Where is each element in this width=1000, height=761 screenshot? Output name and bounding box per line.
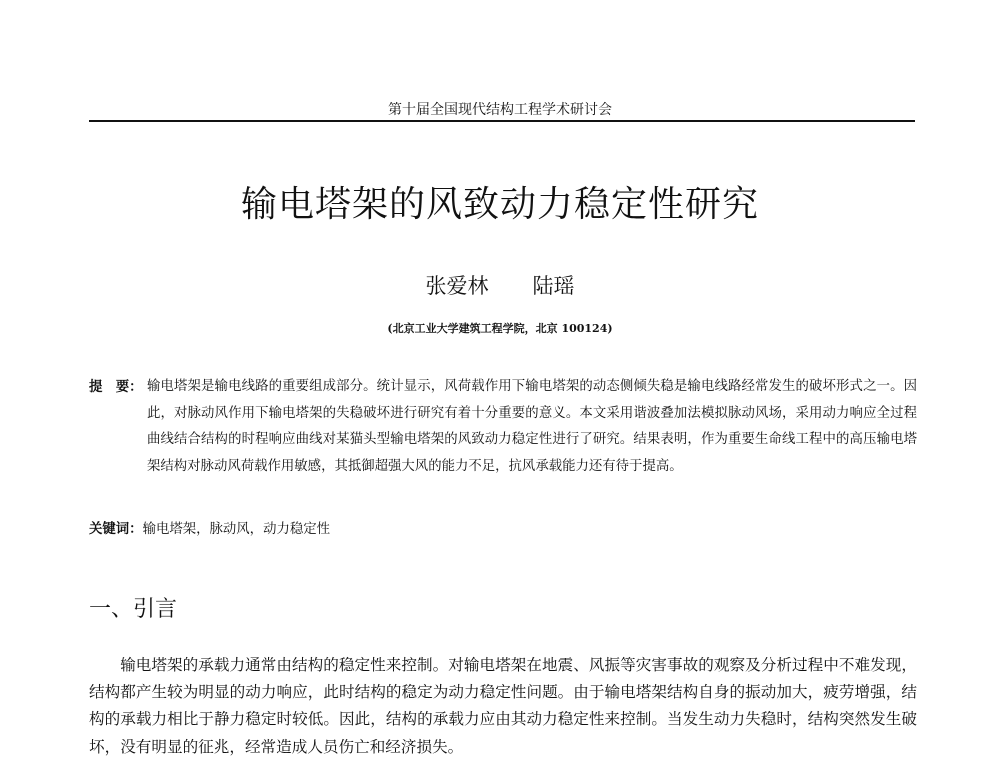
paper-title: 输电塔架的风致动力稳定性研究	[240, 184, 759, 225]
keywords-text: 输电塔架，脉动风，动力稳定性	[142, 522, 331, 537]
keywords-block	[89, 516, 917, 543]
abstract-block	[89, 374, 917, 480]
intro-paragraph: 输电塔架的承载力通常由结构的稳定性来控制。对输电塔架在地震、风振等灾害事故的观察及分析过程中不难发现，结构都产生较为明显的动力响应，此时结构的稳定为动力稳定性问题。由于输电塔架结构自身的振动加大，疲劳增强，结构的承载力相比于静力稳定时较低。因此，结构的承载力应由其动力稳定性来控制。当发生动力失稳时，结构突然发生破坏，没有明显的征兆，经常造成人员伤亡和经济损失。	[89, 656, 917, 756]
abstract-label: 提 要：	[89, 379, 143, 395]
author-name: 陆瑶	[532, 274, 575, 298]
header-rule	[89, 120, 915, 122]
running-header: 第十届全国现代结构工程学术研讨会	[388, 102, 612, 118]
section-heading: 一、引言	[89, 597, 178, 622]
author-name: 张爱林	[425, 274, 489, 298]
author-list	[0, 270, 1000, 300]
keywords-label: 关键词：	[89, 521, 143, 537]
abstract-text: 输电塔架是输电线路的重要组成部分。统计显示，风荷载作用下输电塔架的动态侧倾失稳是输电线路经常发生的破坏形式之一。因此，对脉动风作用下输电塔架的失稳破坏进行研究有着十分重要的意义。本文采用谐波叠加法模拟脉动风场，采用动力响应全过程曲线结合结构的时程响应曲线对某猫头型输电塔架的风致动力稳定性进行了研究。结果表明，作为重要生命线工程中的高压输电塔架结构对脉动风荷载作用敏感，其抵御超强大风的能力不足，抗风承载能力还有待于提高。	[147, 379, 917, 474]
author-affiliation: (北京工业大学建筑工程学院，北京 100124)	[387, 322, 613, 335]
